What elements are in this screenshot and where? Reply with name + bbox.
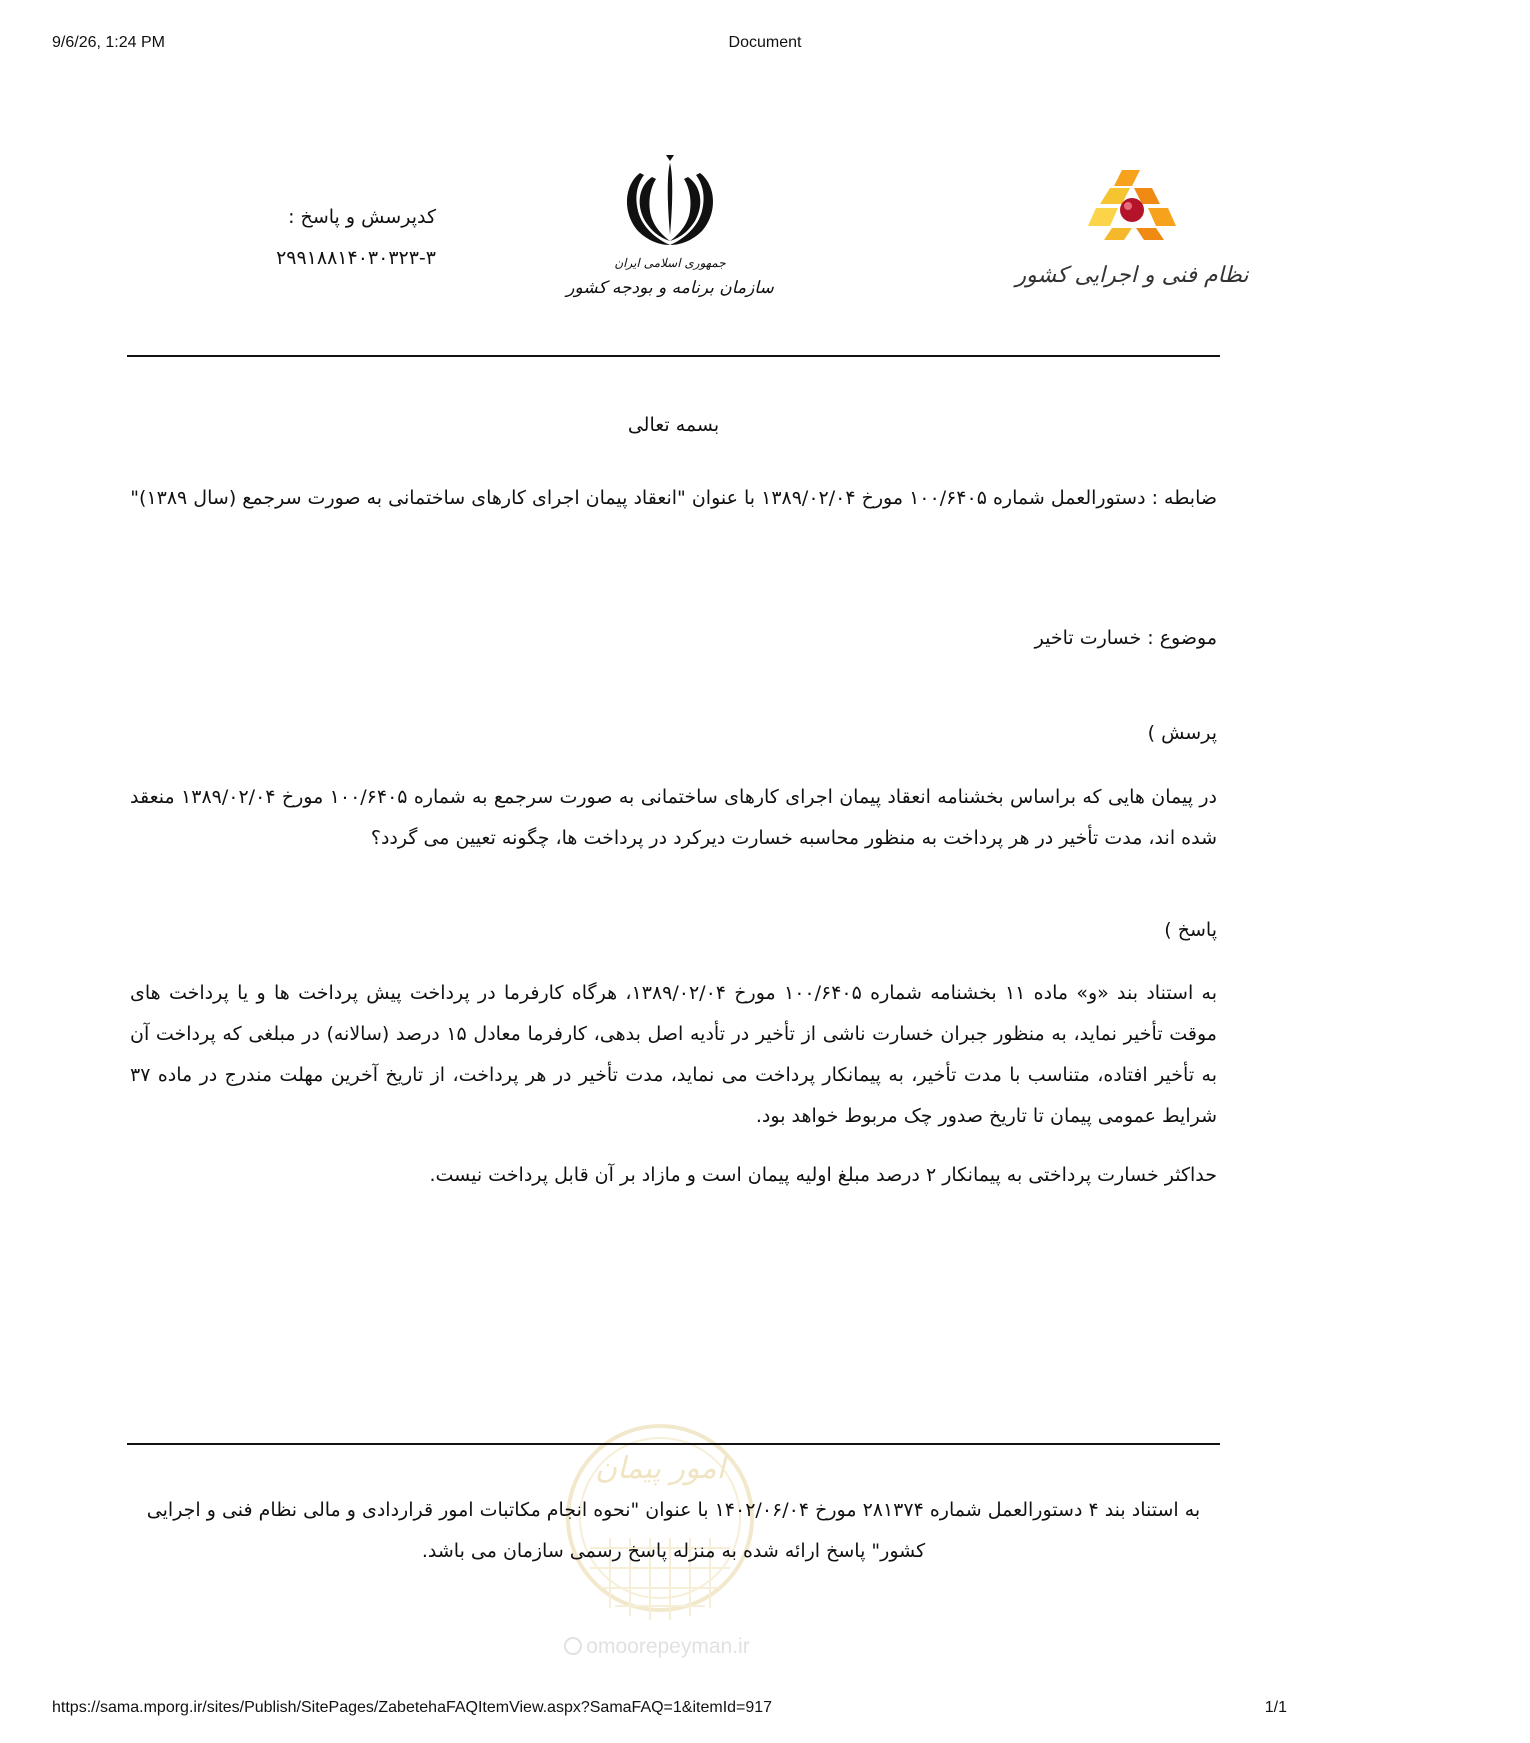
regulation-text: ضابطه : دستورالعمل شماره ۱۰۰/۶۴۰۵ مورخ ۱۳۸۹/۰۲/۰۴ با عنوان "انعقاد پیمان اجرای کارهای ساختمانی به صورت سرجمع (سال ۱۳۸۹)" [130, 487, 1217, 509]
iran-emblem-text-1: جمهوری اسلامی ایران [614, 256, 726, 270]
iran-emblem-icon [627, 155, 713, 245]
print-title: Document [728, 34, 802, 51]
nezam-fanni-logo [1015, 160, 1249, 300]
print-url: https://sama.mporg.ir/sites/Publish/SitePages/ZabetehaFAQItemView.aspx?SamaFAQ=1&itemId=917 [52, 1699, 773, 1716]
code-label: کدپرسش و پاسخ : [288, 206, 436, 228]
question-text: در پیمان هایی که براساس بخشنامه انعقاد پیمان اجرای کارهای ساختمانی به صورت سرجمع به شماره ۱۰۰/۶۴۰۵ مورخ ۱۳۸۹/۰۲/۰۴ منعقد شده اند، مدت تأخیر در هر پرداخت به منظور محاسبه خسارت دیرکرد در پرداخت ها، چگونه تعیین می گردد؟ [130, 786, 1218, 849]
subject-text: موضوع : خسارت تاخیر [1034, 627, 1217, 649]
footer-divider [127, 1443, 1220, 1445]
watermark-at-icon [565, 1638, 581, 1654]
code-value: ۲۹۹۱۸۸۱۴۰۳۰۳۲۳-۳ [276, 247, 436, 269]
watermark-script: امور پیمان [595, 1451, 725, 1486]
iran-emblem-logo [566, 155, 774, 315]
footer-note: به استناد بند ۴ دستورالعمل شماره ۲۸۱۳۷۴ مورخ ۱۴۰۲/۰۶/۰۴ با عنوان "نحوه انجام مکاتبات امور قراردادی و مالی نظام فنی و اجرایی کشور" پاسخ ارائه شده به منزله پاسخ رسمی سازمان می باشد. [146, 1499, 1201, 1562]
answer-heading: پاسخ ) [1164, 919, 1217, 941]
print-page-number: 1/1 [1264, 1699, 1287, 1716]
question-heading: پرسش ) [1147, 722, 1217, 744]
basmala: بسمه تعالی [627, 414, 720, 436]
header-divider [127, 355, 1220, 357]
watermark-site-text: omoorepeyman.ir [586, 1635, 750, 1658]
answer-paragraph-2: حداکثر خسارت پرداختی به پیمانکار ۲ درصد مبلغ اولیه پیمان است و مازاد بر آن قابل پرداخت نیست. [429, 1164, 1217, 1186]
iran-emblem-text-2: سازمان برنامه و بودجه کشور [566, 278, 774, 298]
nezam-fanni-logo-text: نظام فنی و اجرایی کشور [1015, 263, 1249, 288]
answer-paragraph-1: به استناد بند «و» ماده ۱۱ بخشنامه شماره ۱۰۰/۶۴۰۵ مورخ ۱۳۸۹/۰۲/۰۴، هرگاه کارفرما در پرداخت پیش پرداخت ها و یا پرداخت های موقت تأخیر نماید، به منظور جبران خسارت ناشی از تأخیر در تأدیه اصل بدهی، کارفرما معادل ۱۵ درصد (سالانه) در مبلغی که پرداخت آن به تأخیر افتاده، متناسب با مدت تأخیر، به پیمانکار پرداخت می نماید، مدت تأخیر در هر پرداخت، از تاریخ آخرین مهلت مندرج در ماده ۳۷ شرایط عمومی پیمان تا تاریخ صدور چک مربوط خواهد بود. [130, 982, 1218, 1127]
print-datetime: 9/6/26, 1:24 PM [52, 34, 165, 51]
